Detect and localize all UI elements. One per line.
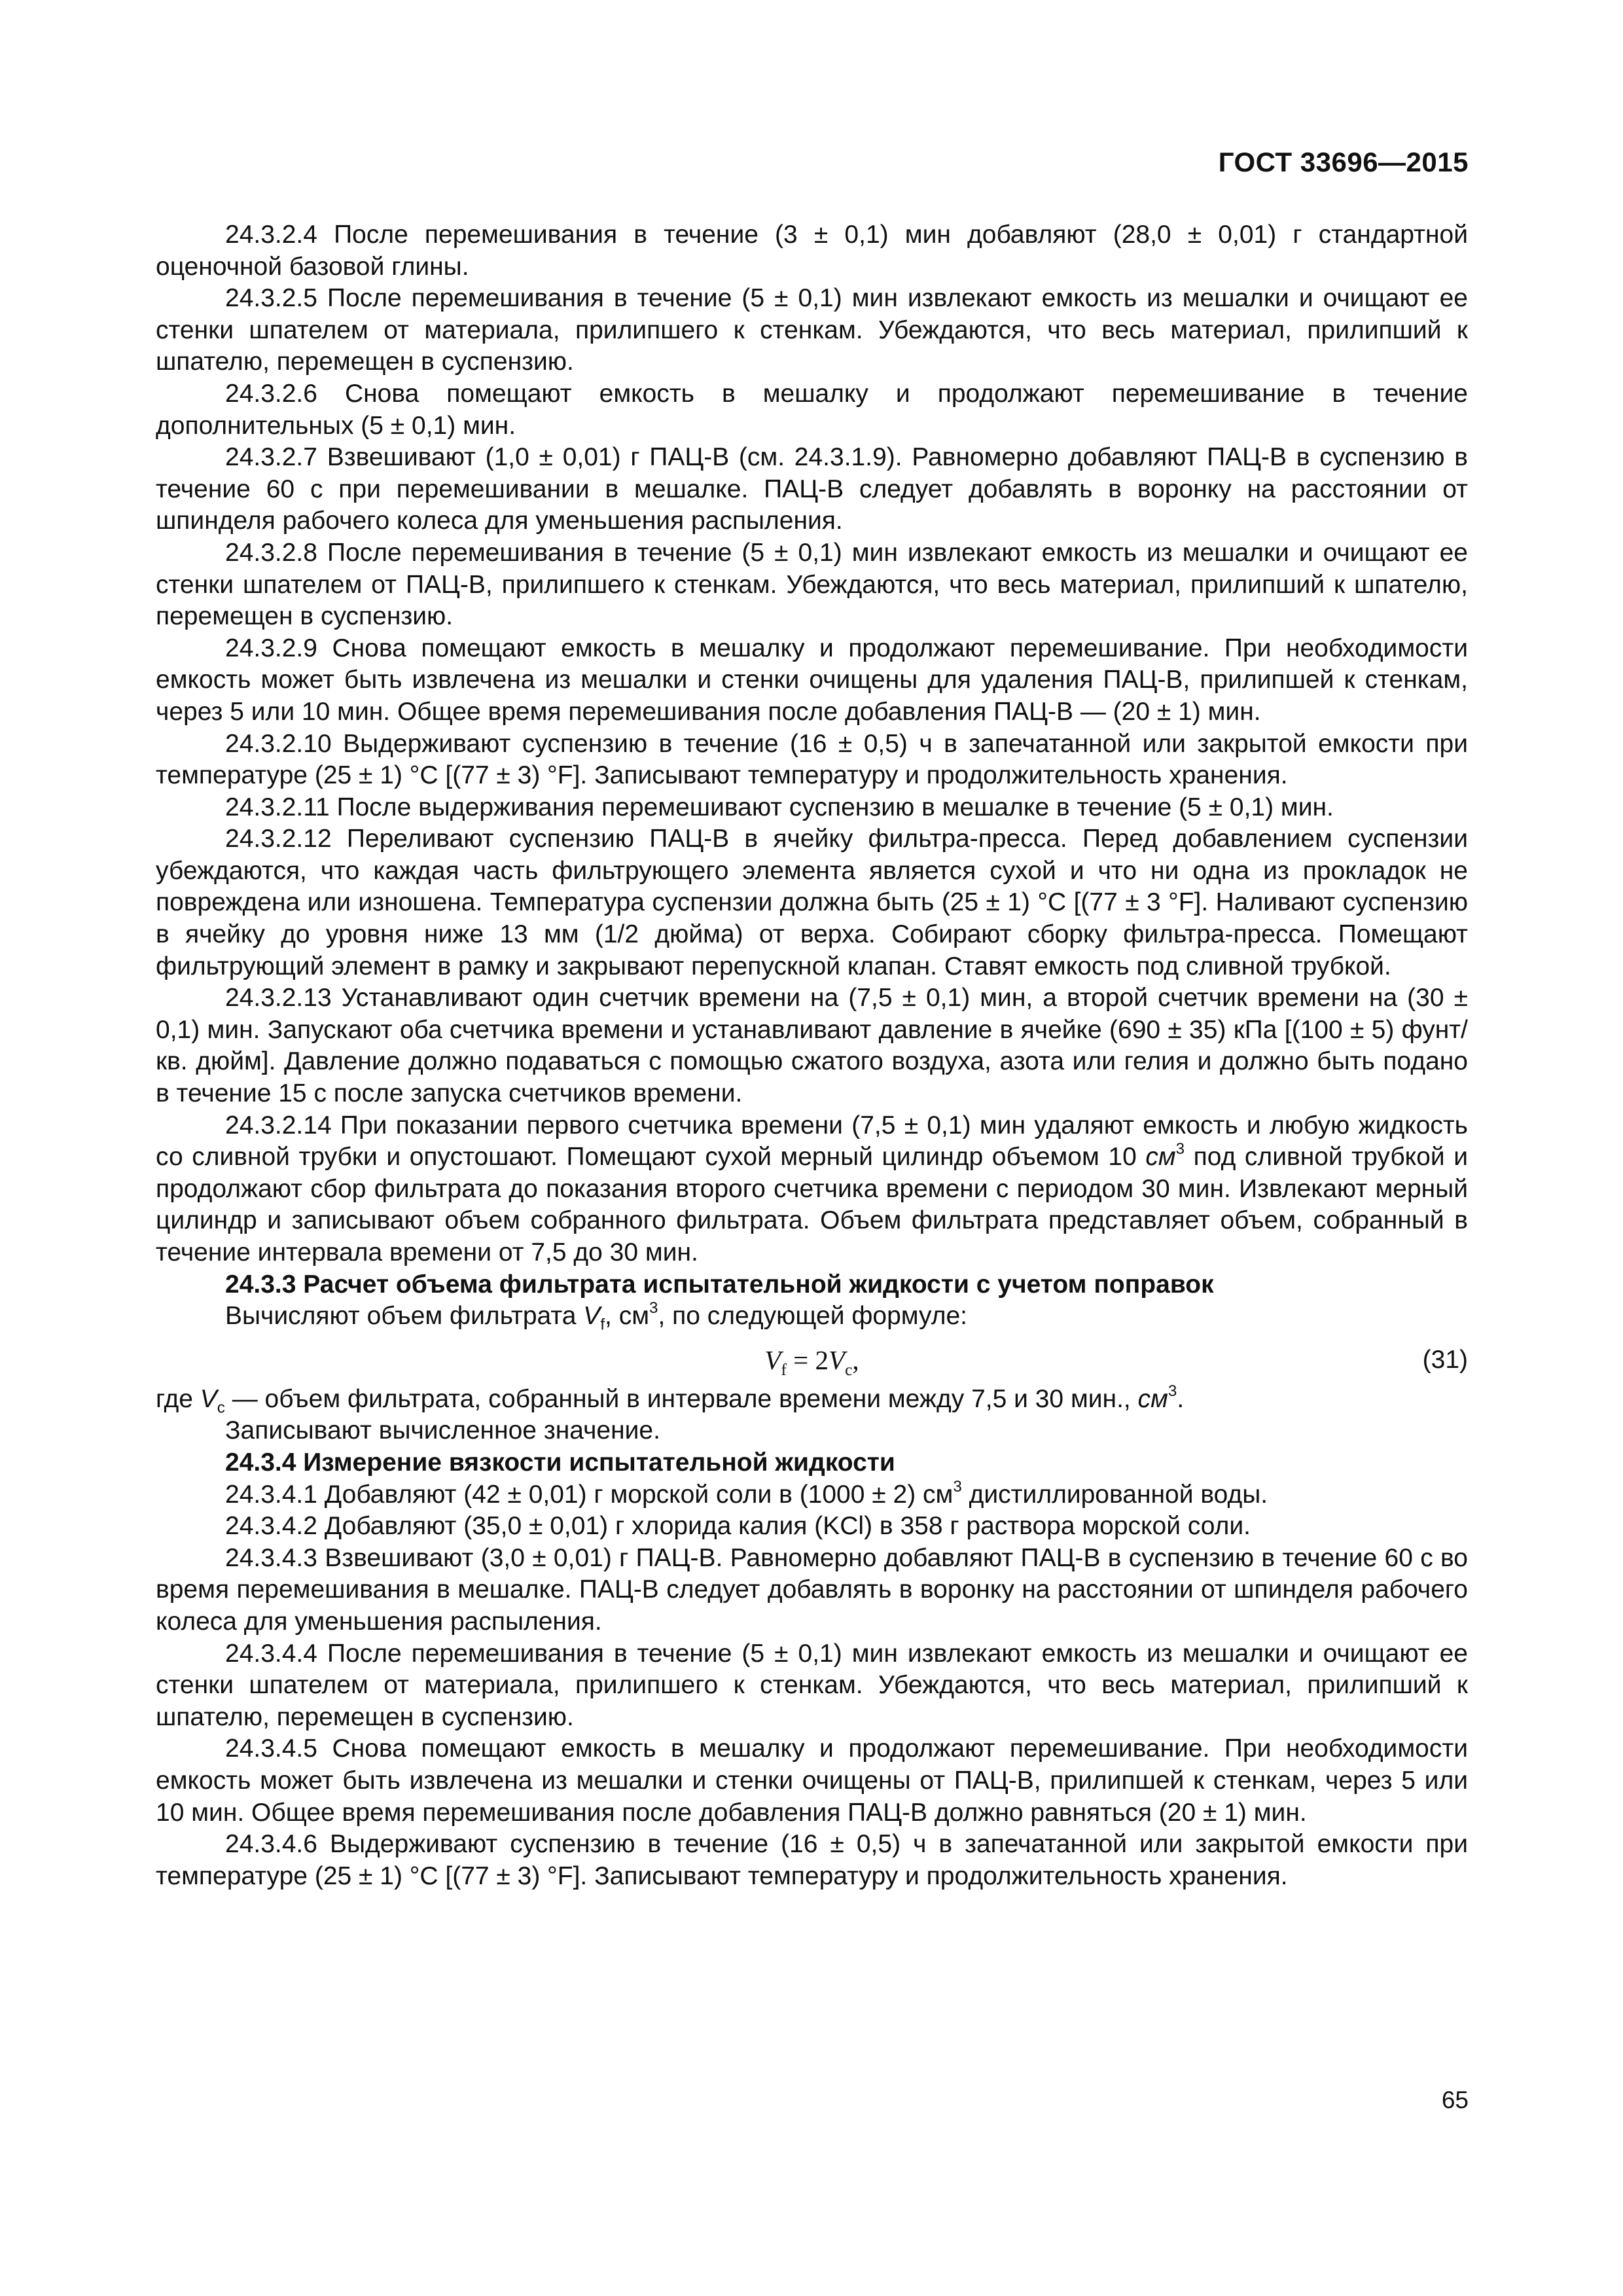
- paragraph-text: Вычисляют объем фильтрата: [225, 1302, 584, 1331]
- paragraph-24-3-2-7: 24.3.2.7 Взвешивают (1,0 ± 0,01) г ПАЦ-В (см. 24.3.1.9). Равномерно добавляют ПАЦ-В в суспензию в течение 60 с при перемешивании в мешалке. ПАЦ-В следует добавлять в воронку на расстоянии от шпинделя рабочего колеса для уменьшения распыления.: [156, 443, 1468, 535]
- subscript: f: [781, 1360, 787, 1379]
- variable-v: V: [829, 1344, 846, 1375]
- paragraph-24-3-4-3: 24.3.4.3 Взвешивают (3,0 ± 0,01) г ПАЦ-В. Равномерно добавляют ПАЦ-В в суспензию в течение 60 с во время перемешивания в мешалке. ПАЦ-В следует добавлять в воронку на расстоянии от шпинделя рабочего колеса для уменьшения распыления.: [156, 1543, 1468, 1636]
- superscript: 3: [649, 1299, 658, 1318]
- paragraph-24-3-2-12: 24.3.2.12 Переливают суспензию ПАЦ-В в ячейку фильтра-пресса. Перед добавлением суспензии убеждаются, что каждая часть фильтрующего элемента является сухой и что ни одна из прокладок не повреждена или изношена. Температура суспензии должна быть (25 ± 1) °С [(77 ± 3 °F]. Наливают суспензию в ячейку до уровня ниже 13 мм (1/2 дюйма) от верха. Собирают сборку фильтра-пресса. Помещают фильтрующий элемент в рамку и закрывают перепускной клапан. Ставят емкость под сливной трубкой.: [156, 825, 1468, 980]
- paragraph-24-3-2-11: 24.3.2.11 После выдерживания перемешивают суспензию в мешалке в течение (5 ± 0,1) мин.: [225, 793, 1334, 821]
- paragraph-24-3-4-2: 24.3.4.2 Добавляют (35,0 ± 0,01) г хлорида калия (KCl) в 358 г раствора морской соли.: [225, 1512, 1251, 1541]
- subscript: f: [600, 1316, 605, 1334]
- formula-operator: = 2: [786, 1344, 829, 1375]
- formula-number: (31): [1422, 1345, 1468, 1374]
- paragraph-24-3-2-14: [156, 1110, 1468, 1269]
- subscript: c: [845, 1360, 853, 1379]
- paragraph-text: дистиллированной воды.: [961, 1480, 1268, 1509]
- formula-tail: ,: [852, 1344, 859, 1375]
- superscript: 3: [1175, 1140, 1185, 1158]
- paragraph-24-3-2-5: 24.3.2.5 После перемешивания в течение (5 ± 0,1) мин извлекают емкость из мешалки и очищают ее стенки шпателем от материала, прилипшего к стенкам. Убеждаются, что весь материал, прилипший к шпателю, перемещен в суспензию.: [156, 284, 1468, 376]
- formula-31: [156, 1339, 1468, 1382]
- heading-24-3-4: 24.3.4 Измерение вязкости испытательной жидкости: [225, 1448, 895, 1477]
- paragraph-text: , по следующей формуле:: [658, 1302, 967, 1331]
- unit-cm: см: [1145, 1143, 1176, 1172]
- variable-v: V: [583, 1302, 601, 1331]
- variable-v: V: [764, 1344, 781, 1375]
- subscript: c: [217, 1399, 225, 1417]
- superscript: 3: [1168, 1382, 1177, 1400]
- paragraph-24-3-4-4: 24.3.4.4 После перемешивания в течение (5 ± 0,1) мин извлекают емкость из мешалки и очищают ее стенки шпателем от материала, прилипшего к стенкам. Убеждаются, что весь материал, прилипший к шпателю, перемещен в суспензию.: [156, 1639, 1468, 1731]
- paragraph-24-3-4-5: 24.3.4.5 Снова помещают емкость в мешалку и продолжают перемешивание. При необходимости емкость может быть извлечена из мешалки и стенки очищены от ПАЦ-В, прилипшей к стенкам, через 5 или 10 мин. Общее время перемешивания после добавления ПАЦ-В должно равняться (20 ± 1) мин.: [156, 1734, 1468, 1827]
- paragraph-24-3-2-10: 24.3.2.10 Выдерживают суспензию в течение (16 ± 0,5) ч в запечатанной или закрытой емкости при температуре (25 ± 1) °С [(77 ± 3) °F]. Записывают температуру и продолжительность хранения.: [156, 729, 1468, 790]
- heading-24-3-3: 24.3.3 Расчет объема фильтрата испытательной жидкости с учетом поправок: [225, 1270, 1214, 1299]
- paragraph-record: Записывают вычисленное значение.: [225, 1416, 660, 1445]
- paragraph-24-3-2-13: 24.3.2.13 Устанавливают один счетчик времени на (7,5 ± 0,1) мин, а второй счетчик времени на (30 ± 0,1) мин. Запускают оба счетчика времени и устанавливают давление в ячейке (690 ± 35) кПа [(100 ± 5) фунт/кв. дюйм]. Давление должно подаваться с помощью сжатого воздуха, азота или гелия и должно быть подано в течение 15 с после запуска счетчиков времени.: [156, 984, 1468, 1108]
- paragraph-text: 24.3.2.14 При показании первого счетчика времени (7,5 ± 0,1) мин удаляют емкость и любую жидкость со сливной трубки и опустошают. Помещают сухой мерный цилиндр объемом 10: [156, 1111, 1468, 1172]
- page-number: 65: [1441, 2087, 1469, 2113]
- paragraph-where: [156, 1384, 1468, 1416]
- superscript: 3: [953, 1477, 962, 1496]
- unit-cm: см: [1137, 1384, 1168, 1413]
- paragraph-24-3-2-6: 24.3.2.6 Снова помещают емкость в мешалку и продолжают перемешивание в течение дополнительных (5 ± 0,1) мин.: [156, 379, 1468, 440]
- paragraph-text: .: [1177, 1384, 1185, 1413]
- paragraph-text: — объем фильтрата, собранный в интервале времени между 7,5 и 30 мин.,: [224, 1384, 1138, 1413]
- paragraph-text: 24.3.4.1 Добавляют (42 ± 0,01) г морской соли в (1000 ± 2) см: [225, 1480, 954, 1509]
- paragraph-24-3-2-8: 24.3.2.8 После перемешивания в течение (5 ± 0,1) мин извлекают емкость из мешалки и очищают ее стенки шпателем от ПАЦ-В, прилипшего к стенкам. Убеждаются, что весь материал, прилипший к шпателю, перемещен в суспензию.: [156, 538, 1468, 631]
- paragraph-24-3-4-1: [156, 1479, 1468, 1511]
- formula-expression: [156, 1344, 1468, 1379]
- paragraph-24-3-2-4: 24.3.2.4 После перемешивания в течение (3 ± 0,1) мин добавляют (28,0 ± 0,01) г стандартной оценочной базовой глины.: [156, 221, 1468, 281]
- paragraph-text: где: [156, 1384, 200, 1413]
- document-body: [156, 219, 1468, 1892]
- paragraph-text: , см: [605, 1302, 650, 1331]
- document-header: ГОСТ 33696—2015: [1218, 147, 1469, 177]
- paragraph-text: под сливной трубкой и продолжают сбор фильтрата до показания второго счетчика времени с периодом 30 мин. Извлекают мерный цилиндр и записывают объем собранного фильтрата. Объем фильтрата представляет объем, собранный в течение интервала времени от 7,5 до 30 мин.: [156, 1143, 1468, 1266]
- paragraph-24-3-4-6: 24.3.4.6 Выдерживают суспензию в течение (16 ± 0,5) ч в запечатанной или закрытой емкости при температуре (25 ± 1) °С [(77 ± 3) °F]. Записывают температуру и продолжительность хранения.: [156, 1830, 1468, 1890]
- paragraph-24-3-2-9: 24.3.2.9 Снова помещают емкость в мешалку и продолжают перемешивание. При необходимости емкость может быть извлечена из мешалки и стенки очищены для удаления ПАЦ-В, прилипшей к стенкам, через 5 или 10 мин. Общее время перемешивания после добавления ПАЦ-В — (20 ± 1) мин.: [156, 634, 1468, 726]
- paragraph-calc-intro: [156, 1300, 1468, 1333]
- variable-v: V: [200, 1384, 217, 1413]
